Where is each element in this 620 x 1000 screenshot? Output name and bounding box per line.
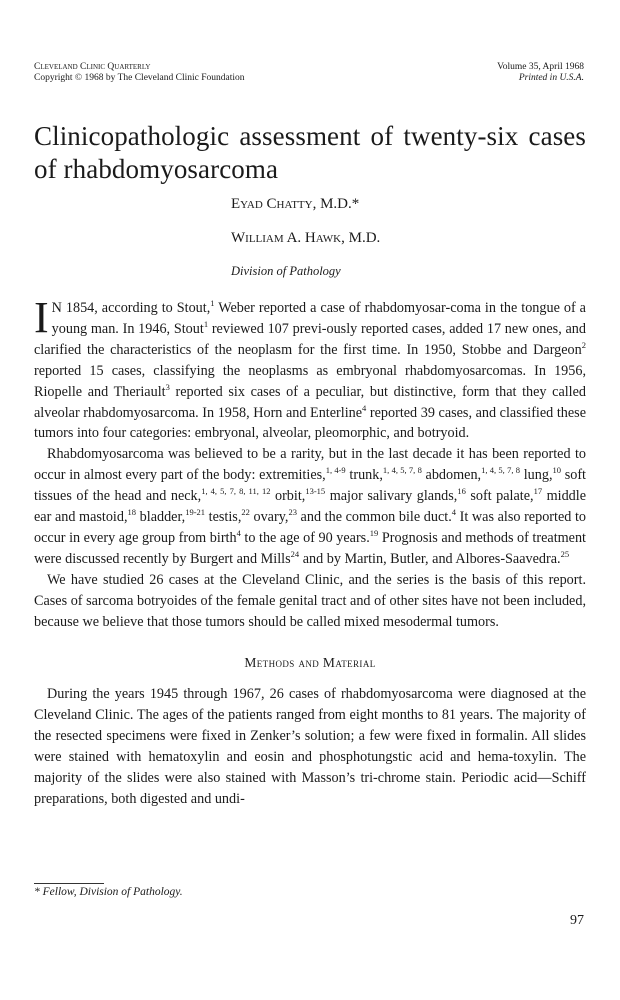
paragraph-4: During the years 1945 through 1967, 26 cases of rhabdomyosarcoma were diagnosed at the Cleveland Clinic. The ages of the patients ranged from eight months to 81 years. The majority of the resected specimens were fixed in Zenker’s solution; a few were fixed in formalin. All slides were stained with hematoxylin and eosin and phosphotungstic acid and hema-toxylin. The majority of the slides were also stained with Masson’s tri-chrome stain. Periodic acid—Schiff preparations, both digested and undi- xyxy=(34,686,586,807)
footnote-rule xyxy=(34,883,104,884)
intro-text xyxy=(34,293,587,633)
copyright-line: Copyright © 1968 by The Cleveland Clinic Foundation xyxy=(34,73,245,83)
paragraph-1: I N 1854, according to Stout,$^1$ Weber reported a case of rhabdomyosar-coma in the tongue of a young man. In 1946, Stout$^1$ reviewed 107 previ-ously reported cases, added 17 new ones, and clarified the characteristics of the neoplasm for the first time. In 1950, Stobbe and Dargeon$^2$ reported 15 cases, classifying the neoplasms as embryonal rhabdomyosarcomas. In 1956, Riopelle and Theriault$^3$ reported six cases of a peculiar, but distinctive, form that they called alveolar rhabdomyosarcoma. In 1958, Horn and Enterline$^4$ reported 39 cases, and classified these tumors into four categories: embryonal, alveolar, pleomorphic, and botryoid. xyxy=(34,293,587,442)
paragraph-3: We have studied 26 cases at the Cleveland Clinic, and the series is the basis of this report. Cases of sarcoma botryoides of the female genital tract and of other sites have not been included, because we believe that those tumors should be called mixed mesodermal tumors. xyxy=(34,571,586,630)
author-division: Division of Pathology xyxy=(231,264,341,278)
page-number: 97 xyxy=(570,913,584,928)
methods-text xyxy=(34,684,586,809)
printed-line: Printed in U.S.A. xyxy=(518,73,584,83)
footnote: * Fellow, Division of Pathology. xyxy=(34,886,183,898)
drop-cap: I xyxy=(34,293,49,342)
section-heading: Methods and Material xyxy=(244,655,376,670)
running-header-right xyxy=(497,62,584,84)
volume-line: Volume 35, April 1968 xyxy=(497,62,584,72)
author-2: William A. Hawk, M.D. xyxy=(231,230,381,246)
running-header-left xyxy=(34,62,244,84)
journal-name: Cleveland Clinic Quarterly xyxy=(34,62,151,72)
paragraph-2: Rhabdomyosarcoma was believed to be a rarity, but in the last decade it has been reported to occur in almost every part of the body: extremities,$^{1, 4-9}$ trunk,$^{1, 4, 5, 7, 8}$ abdomen,$^{1, 4, 5, 7, 8}$ lung,$^{10}$ soft tissues of the head and neck,$^{1, 4, 5, 7, 8, 11, 12}$ orbit,$^{13-15}$ major salivary glands,$^{16}$ soft palate,$^{17}$ middle ear and mastoid,$^{18}$ bladder,$^{19-21}$ testis,$^{22}$ ovary,$^{23}$ and the common bile duct.$^4$ It was also reported to occur in every age group from birth$^4$ to the age of 90 years.$^{19}$ Prognosis and methods of treatment were discussed recently by Burgert and Mills$^{24}$ and by Martin, Butler, and Albores-Saavedra.$^{25}$ xyxy=(34,446,587,567)
article-title: Clinicopathologic assessment of twenty-six cases of rhabdomyosarcoma xyxy=(34,121,586,184)
author-1: Eyad Chatty, M.D.* xyxy=(231,196,360,212)
